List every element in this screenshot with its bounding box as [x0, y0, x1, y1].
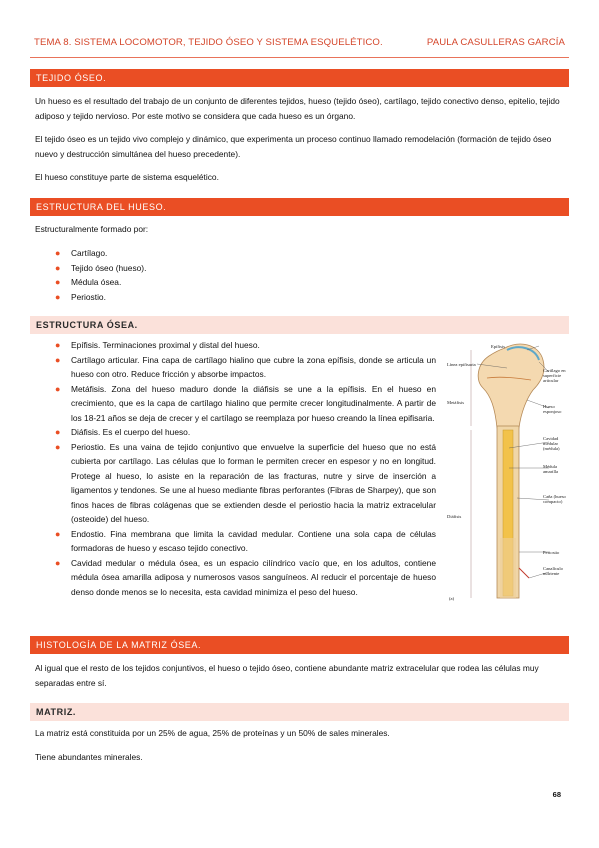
- header-rule: [30, 57, 569, 58]
- label-esponjoso: Hueso esponjoso: [543, 404, 562, 415]
- bullet-icon: ●: [55, 383, 61, 394]
- section-heading-estructura-osea: ESTRUCTURA ÓSEA.: [30, 316, 569, 334]
- list-item: ● Cartílago articular. Fina capa de cartílago hialino que cubre la zona epífisis, donde se articula un hueso con otro. Reduce fricción y absorbe impactos.: [55, 354, 436, 379]
- page-number: 68: [552, 790, 561, 799]
- label-canaliculo: Canalículo nutriente: [543, 566, 563, 577]
- paragraph: Tiene abundantes minerales.: [35, 752, 143, 762]
- structure-list: [53, 246, 353, 304]
- list-item: ● Cartílago.: [53, 246, 353, 261]
- list-item: ● Epífisis. Terminaciones proximal y distal del hueso.: [53, 338, 436, 353]
- label-periostio: Periostio: [543, 550, 560, 555]
- label-linea: Línea epifisaria: [447, 362, 476, 367]
- paragraph: La matriz está constituida por un 25% de agua, 25% de proteínas y un 50% de sales minerales.: [35, 728, 390, 738]
- bullet-icon: ●: [55, 354, 61, 365]
- list-item: ● Periostio.: [53, 290, 353, 305]
- bone-structure-list: [53, 338, 436, 599]
- section-heading-estructura-hueso: ESTRUCTURA DEL HUESO.: [30, 198, 569, 216]
- paragraph: El tejido óseo es un tejido vivo complejo y dinámico, que experimenta un proceso continuo llamado remodelación (formación de tejido óseo nuevo y destrucción simultánea del hueso precedente).: [35, 134, 552, 159]
- paragraph: Al igual que el resto de los tejidos conjuntivos, el hueso o tejido óseo, contiene abundante matriz extracelular que rodea las células muy separadas entre sí.: [35, 663, 539, 688]
- label-panel: (a): [449, 596, 455, 601]
- bullet-icon: ●: [55, 277, 61, 287]
- label-diafisis: Diáfisis: [447, 514, 462, 519]
- document-title: TEMA 8. SISTEMA LOCOMOTOR, TEJIDO ÓSEO Y SISTEMA ESQUELÉTICO.: [34, 37, 383, 48]
- bullet-icon: ●: [55, 427, 61, 437]
- bullet-icon: ●: [55, 557, 61, 568]
- section-heading-matriz: MATRIZ.: [30, 703, 569, 721]
- section-heading-tejido-oseo: TEJIDO ÓSEO.: [30, 69, 569, 87]
- paragraph: Un hueso es el resultado del trabajo de un conjunto de diferentes tejidos, hueso (tejido óseo), cartílago, tejido conectivo denso, epitelio, tejido adiposo y tejido nervioso. Por este motivo se considera que cada hueso es un órgano.: [35, 96, 560, 121]
- list-item: ● Metáfisis. Zona del hueso maduro donde la diáfisis se une a la epífisis. En el hueso en crecimiento, que es la capa de cartílago hialino que permite crecer longitudinalmente. A partir de los 18-21 años se deja de crecer y el cartílago se reemplaza por hueso creando la línea epifisaria.: [55, 383, 436, 423]
- label-metafisis: Metáfisis: [447, 400, 465, 405]
- bullet-icon: ●: [55, 248, 61, 258]
- paragraph: Estructuralmente formado por:: [35, 224, 149, 234]
- bullet-icon: ●: [55, 340, 61, 350]
- bullet-icon: ●: [55, 291, 61, 302]
- list-item: ● Diáfisis. Es el cuerpo del hueso.: [53, 425, 436, 440]
- label-cavidad: Cavidad medular (médula): [543, 436, 560, 452]
- label-cana: Caña (hueso compacto): [543, 494, 566, 505]
- list-item: ● Endostio. Fina membrana que limita la cavidad medular. Contiene una sola capa de células formadoras de hueso y escaso tejido conectivo.: [55, 528, 436, 553]
- section-heading-histologia: HISTOLOGÍA DE LA MATRIZ ÓSEA.: [30, 636, 569, 654]
- label-cartilago: Cartílago en superficie articular: [543, 368, 566, 384]
- list-item: ● Tejido óseo (hueso).: [53, 261, 353, 276]
- bullet-icon: ●: [55, 528, 61, 539]
- list-item: ● Médula ósea.: [53, 275, 353, 290]
- paragraph: El hueso constituye parte de sistema esquelético.: [35, 172, 219, 182]
- page-header: [34, 37, 565, 53]
- label-medula: Médula amarilla: [543, 464, 559, 475]
- bullet-icon: ●: [55, 262, 61, 273]
- list-item: ● Periostio. Es una vaina de tejido conjuntivo que envuelve la superficie del hueso que no está cubierta por cartílago. Las células que lo forman le permiten crecer en espesor y no en longitud. Protege al hueso, lo asiste en la reparación de las fracturas, nutre y sirve de inserción a ligamentos y tendones. Se une al hueso mediante fibras perforantes (Fibras de Sharpey), que son finos haces de fibras colágenas que se extienden desde el periostio hacia la matriz extracelular (osteoide) del hueso.: [55, 441, 436, 524]
- author-name: PAULA CASULLERAS GARCÍA: [426, 37, 565, 48]
- long-bone-figure: [447, 338, 569, 610]
- bullet-icon: ●: [55, 441, 61, 452]
- list-item: ● Cavidad medular o médula ósea, es un espacio cilíndrico vacío que, en los adultos, contiene médula ósea amarilla adiposa y numerosos vasos sanguíneos. Al reducir el porcentaje de hueso denso donde menos se lo necesita, esta cavidad minimiza el peso del hueso.: [55, 557, 436, 597]
- label-epifisis: Epífisis: [491, 344, 506, 349]
